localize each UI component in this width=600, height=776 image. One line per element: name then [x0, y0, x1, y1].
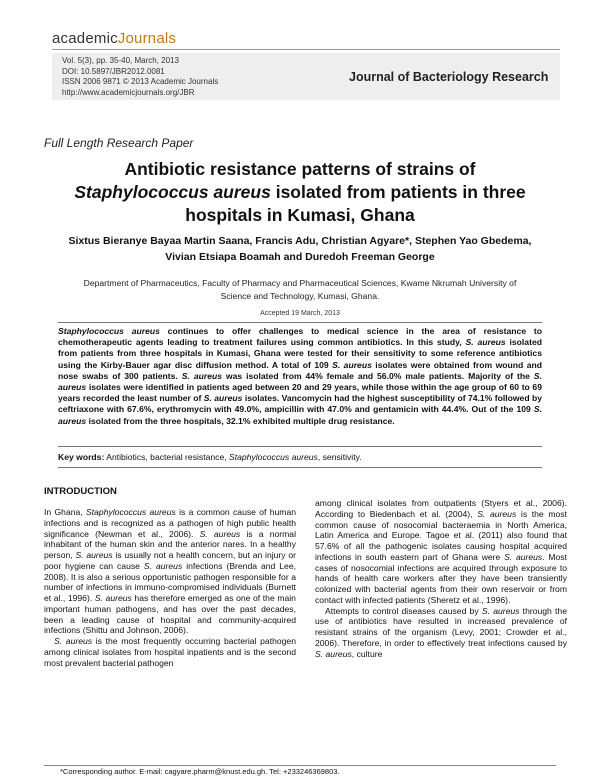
title-line-1: Antibiotic resistance patterns of strains of	[124, 159, 476, 179]
brand-suffix: Journals	[117, 30, 177, 47]
body-right-column	[315, 498, 567, 659]
body-left-column	[44, 507, 296, 668]
corresponding-author-footnote: *Corresponding author. E-mail: cagyare.pharm@knust.edu.gh. Tel: +233246369803.	[60, 767, 340, 776]
paper-type: Full Length Research Paper	[44, 136, 194, 150]
affiliation: Department of Pharmaceutics, Faculty of Pharmacy and Pharmaceutical Sciences, Kwame Nkrumah University of Science and Technology, Kumasi, Ghana.	[83, 278, 517, 301]
journal-meta	[62, 56, 218, 98]
keywords: Key words: Antibiotics, bacterial resistance, Staphylococcus aureus, sensitivity.	[58, 452, 362, 462]
title-line-2: Staphylococcus aureus isolated from patients in three	[74, 182, 526, 202]
footnote-rule	[44, 765, 556, 766]
accepted-date: Accepted 19 March, 2013	[260, 310, 340, 317]
keywords-rule	[58, 467, 542, 468]
title-line-3: hospitals in Kumasi, Ghana	[185, 205, 415, 225]
abstract-top-rule	[58, 322, 542, 323]
abstract: Staphylococcus aureus continues to offer challenges to medical science in the area of resistance to chemotherapeutic agents leading to treatment failures using common antibiotics. In this study, S. aureus isolated from patients from three hospitals in Kumasi, Ghana were tested for their sensitivity to some reference antibiotics using the Kirby-Bauer agar disc diffusion method. A total of 109 S. aureus isolates were obtained from wound and nose swabs of 300 patients. S. aureus was isolated from 44% female and 56.0% male patients. Majority of the S. aureus isolates were identified in patients aged between 20 and 29 years, while those within the age group of 60 to 69 years recorded the least number of S. aureus isolates. Vancomycin had the highest susceptibility of 74.1% followed by ceftriaxone with 67.6%, erythromycin with 49.0%, ampicillin with 47.0% and gentamicin with 44.4%. Out of the 109 S. aureus isolated from the three hospitals, 32.1% exhibited multiple drug resistance.	[58, 326, 542, 426]
meta-doi: DOI: 10.5897/JBR2012.0081	[62, 66, 165, 76]
section-heading-introduction: INTRODUCTION	[44, 486, 117, 497]
paragraph: Attempts to control diseases caused by S. aureus through the use of antibiotics have resulted in increased prevalence of resistant strains of the organism (Levy, 2001; Crowder et al., 2006). Therefore, in order to effectively treat infections caused by S. aureus, culture	[315, 605, 567, 659]
keywords-label: Key words:	[58, 452, 105, 462]
meta-url[interactable]: http://www.academicjournals.org/JBR	[62, 87, 195, 97]
authors-line-1: Sixtus Bieranye Bayaa Martin Saana, Francis Adu, Christian Agyare*, Stephen Yao Gbedema,	[68, 235, 532, 247]
title-species: Staphylococcus aureus	[74, 182, 271, 202]
meta-volume: Vol. 5(3), pp. 35-40, March, 2013	[62, 56, 179, 65]
header-divider	[52, 49, 560, 50]
author-list	[44, 233, 556, 265]
meta-issn: ISSN 2006 9871 © 2013 Academic Journals	[62, 77, 219, 86]
paragraph: In Ghana, Staphylococcus aureus is a common cause of human infections and is recognized as a pathogen of high public health significance (Newman et al., 2006). S. aureus is a normal inhabitant of the human skin and the anterior nares. In a healthy person, S. aureus is usually not a health concern, but an injury or poor hygiene can cause S. aureus infections (Brenda and Lee, 2008). It is also a serious opportunistic pathogen responsible for a number of infections in immuno-compromised individuals (Burnett et al., 1996). S. aureus has therefore emerged as one of the main important human pathogens, and has over the past decades, been a leading cause of hospital and community-acquired infections (Shittu and Johnson, 2006).	[44, 507, 297, 636]
paper-title	[44, 158, 556, 227]
abstract-bottom-rule	[58, 446, 542, 447]
paragraph: among clinical isolates from outpatients (Styers et al., 2006). According to Biedenbach et al. (2004), S. aureus is the most common cause of nosocomial bacteraemia in North America, Latin America and Europe. Tagoe et al. (2011) also found that 57.6% of all the pathogenic isolates causing hospital acquired infections in south eastern part of Ghana were S. aureus. Most cases of nosocomial infections are acquired through exposure to hands of health care workers after they have been transiently colonized with bacterial agents from their own reservoir or from contact with infected patients (Sheretz et al., 1996).	[315, 498, 567, 605]
brand-prefix: academic	[52, 30, 118, 47]
publisher-logo	[52, 30, 176, 47]
authors-line-2: Vivian Etsiapa Boamah and Duredoh Freeman George	[165, 251, 435, 263]
paragraph: S. aureus is the most frequently occurring bacterial pathogen among clinical isolates from hospital inpatients and is the second most prevalent bacterial pathogen	[44, 636, 296, 668]
journal-name: Journal of Bacteriology Research	[349, 70, 549, 84]
